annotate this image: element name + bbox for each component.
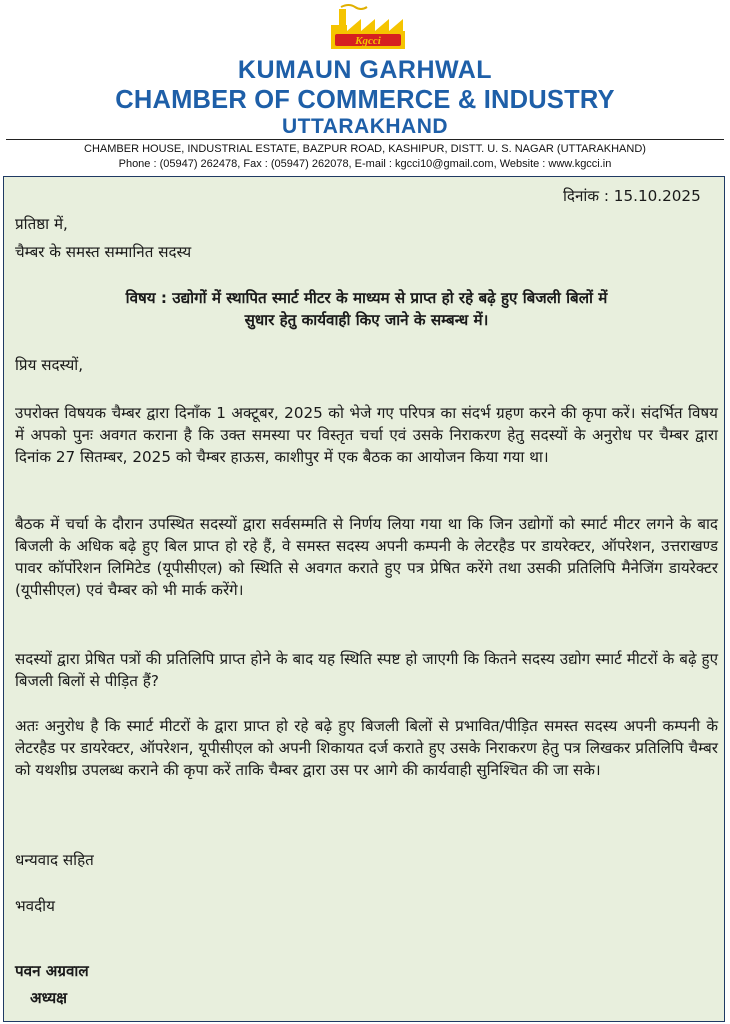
salutation: प्रिय सदस्यों, [15, 356, 84, 374]
org-name-line3: UTTARAKHAND [281, 115, 449, 138]
subject-line2: सुधार हेतु कार्यवाही किए जाने के सम्बन्ध में। [244, 311, 489, 329]
kgcci-factory-logo-icon [329, 3, 409, 53]
logo-text: Kgcci [355, 35, 381, 47]
yours-faithfully: भवदीय [15, 897, 55, 915]
letter-body [3, 176, 725, 1022]
paragraph-3: सदस्यों द्वारा प्रेषित पत्रों की प्रतिलिपि प्राप्त होने के बाद यह स्थिति स्पष्ट हो जाएगी कि कितने सदस्य उद्योग स्मार्ट मीटरों के बढ़े हुए बिजली बिलों से पीड़ित हैं? [15, 650, 718, 690]
recipient-line2: चैम्बर के समस्त सम्मानित सदस्य [15, 243, 192, 261]
paragraph-2: बैठक में चर्चा के दौरान उपस्थित सदस्यों द्वारा सर्वसम्मति से निर्णय लिया गया था कि जिन उद्योगों को स्मार्ट मीटर लगने के बाद बिजली के अधिक बढ़े हुए बिल प्राप्त हो रहे हैं, वे समस्त सदस्य अपनी कम्पनी के लेटरहैड पर डायरेक्टर, ऑपरेशन, उत्तराखण्ड पावर कॉर्पोरेशन लिमिटेड (यूपीसीएल) को स्थिति से अवगत कराते हुए पत्र प्रेषित करेंगे तथा उसकी प्रतिलिपि मैनेजिंग डायरेक्टर (यूपीसीएल) एवं चैम्बर को भी मार्क करेंगे। [15, 515, 718, 599]
paragraph-1: उपरोक्त विषयक चैम्बर द्वारा दिनाँक 1 अक्टूबर, 2025 को भेजे गए परिपत्र का संदर्भ ग्रहण करने की कृपा करें। संदर्भित विषय में अपको पुनः अवगत कराना है कि उक्त समस्या पर विस्तृत चर्चा एवं उसके निराकरण हेतु सदस्यों के अनुरोध पर चैम्बर द्वारा दिनांक 27 सितम्बर, 2025 को चैम्बर हाऊस, काशीपुर में एक बैठक का आयोजन किया गया था। [15, 404, 718, 466]
letter-subject [15, 287, 718, 331]
letter-date: दिनांक : 15.10.2025 [563, 187, 701, 205]
closing: धन्यवाद सहित [15, 851, 94, 869]
subject-line1: विषय : उद्योगों में स्थापित स्मार्ट मीटर के माध्यम से प्राप्त हो रहे बढ़े हुए बिजली बिलों में [125, 289, 608, 307]
org-name-line1: KUMAUN GARHWAL [237, 56, 493, 84]
org-address: CHAMBER HOUSE, INDUSTRIAL ESTATE, BAZPUR ROAD, KASHIPUR, DISTT. U. S. NAGAR (UTTARAKHAND) [84, 143, 646, 155]
org-name-line2: CHAMBER OF COMMERCE & INDUSTRY [115, 86, 615, 114]
header-divider [6, 139, 724, 140]
org-contact: Phone : (05947) 262478, Fax : (05947) 262078, E-mail : kgcci10@gmail.com, Website : www.kgcci.in [118, 158, 612, 170]
letterhead [0, 0, 730, 174]
signatory-name: पवन अग्रवाल [15, 962, 89, 980]
signatory-designation: अध्यक्ष [30, 989, 68, 1007]
paragraph-4: अतः अनुरोध है कि स्मार्ट मीटरों के द्वारा प्राप्त हो रहे बढ़े हुए बिजली बिलों से प्रभावित/पीड़ित समस्त सदस्य अपनी कम्पनी के लेटरहैड पर डायरेक्टर, ऑपरेशन, यूपीसीएल को अपनी शिकायत दर्ज कराते हुए उसके निराकरण हेतु पत्र लिखकर प्रतिलिपि चैम्बर को यथशीघ्र उपलब्ध कराने की कृपा करें ताकि चैम्बर द्वारा उस पर आगे की कार्यवाही सुनिश्चित की जा सके। [15, 717, 718, 779]
recipient-line1: प्रतिष्ठा में, [15, 215, 68, 233]
